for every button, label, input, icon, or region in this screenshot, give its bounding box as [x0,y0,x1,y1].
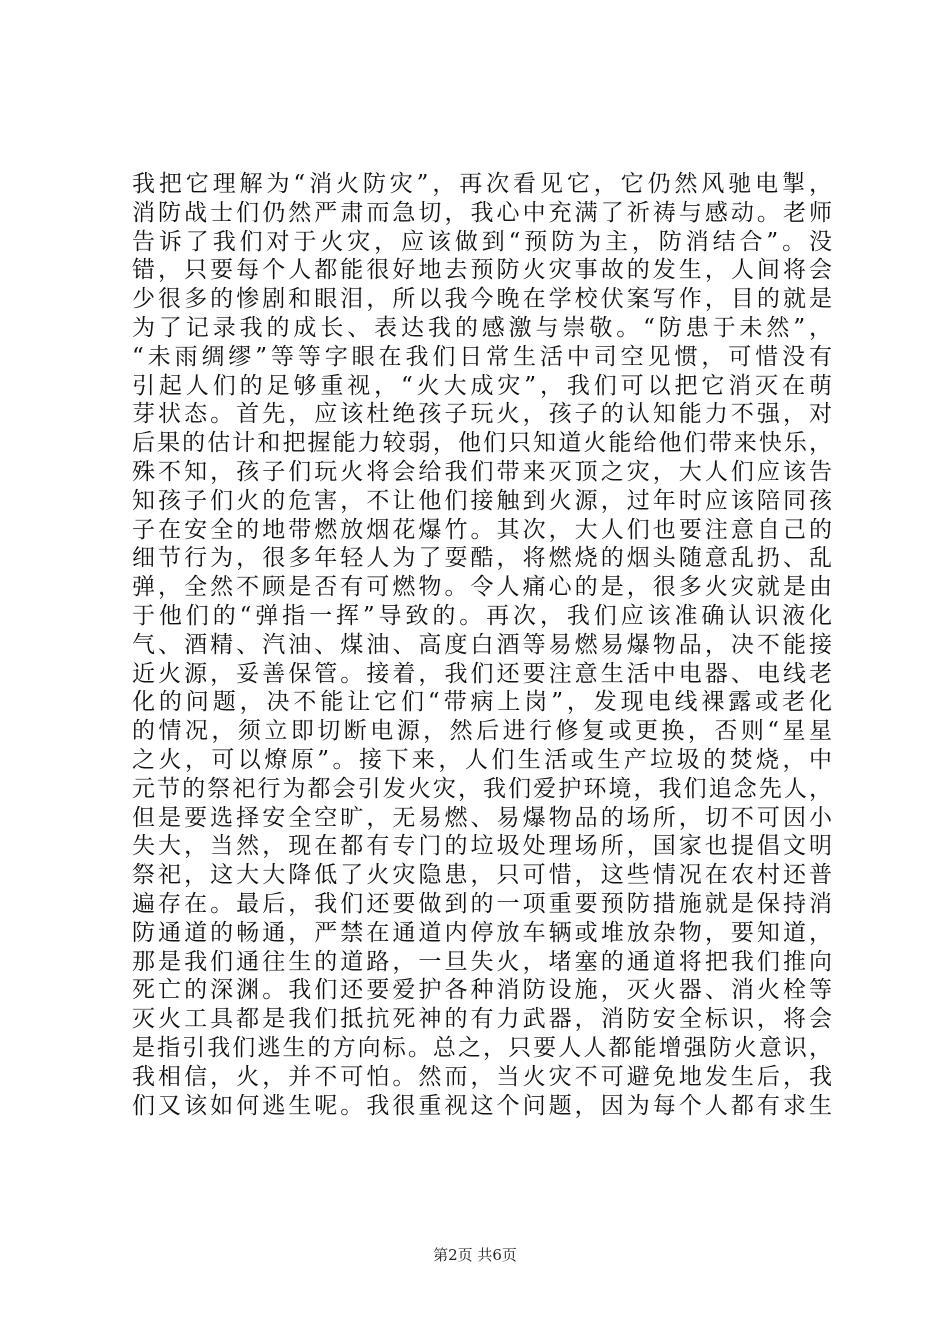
text-line: 消防战士们仍然严肃而急切，我心中充满了祈祷与感动。老师 [132,199,832,226]
text-line: 为了记录我的成长、表达我的感激与崇敬。“防患于未然”， [132,314,832,341]
text-line: 引起人们的足够重视，“火大成灾”，我们可以把它消灭在萌 [132,372,832,399]
text-line: 们又该如何逃生呢。我很重视这个问题，因为每个人都有求生 [132,1092,832,1119]
text-line: 那是我们通往生的道路，一旦失火，堵塞的通道将把我们推向 [132,948,832,975]
text-line: 死亡的深渊。我们还要爱护各种消防设施，灭火器、消火栓等 [132,977,832,1004]
text-line: “未雨绸缪”等等字眼在我们日常生活中司空见惯，可惜没有 [132,343,832,370]
text-line: 灭火工具都是我们抵抗死神的有力武器，消防安全标识，将会 [132,1006,832,1033]
text-line: 元节的祭祀行为都会引发火灾，我们爱护环境，我们追念先人， [132,775,832,802]
text-line: 近火源，妥善保管。接着，我们还要注意生活中电器、电线老 [132,660,832,687]
text-line: 化的问题，决不能让它们“带病上岗”，发现电线裸露或老化 [132,689,832,716]
text-line: 但是要选择安全空旷，无易燃、易爆物品的场所，切不可因小 [132,804,832,831]
text-line: 之火，可以燎原”。接下来，人们生活或生产垃圾的焚烧，中 [132,746,832,773]
body-text [132,170,832,1120]
text-line: 是指引我们逃生的方向标。总之，只要人人都能增强防火意识， [132,1034,832,1061]
text-line: 后果的估计和把握能力较弱，他们只知道火能给他们带来快乐， [132,430,832,457]
text-line: 气、酒精、汽油、煤油、高度白酒等易燃易爆物品，决不能接 [132,631,832,658]
text-line: 殊不知，孩子们玩火将会给我们带来灭顶之灾，大人们应该告 [132,458,832,485]
text-line: 防通道的畅通，严禁在通道内停放车辆或堆放杂物，要知道， [132,919,832,946]
text-line: 我相信，火，并不可怕。然而，当火灾不可避免地发生后，我 [132,1063,832,1090]
text-line: 少很多的惨剧和眼泪，所以我今晚在学校伏案写作，目的就是 [132,286,832,313]
text-line: 遍存在。最后，我们还要做到的一项重要预防措施就是保持消 [132,890,832,917]
text-line: 弹，全然不顾是否有可燃物。令人痛心的是，很多火灾就是由 [132,574,832,601]
text-line: 祭祀，这大大降低了火灾隐患，只可惜，这些情况在农村还普 [132,862,832,889]
text-line: 错，只要每个人都能很好地去预防火灾事故的发生，人间将会 [132,257,832,284]
text-line: 我把它理解为“消火防灾”，再次看见它，它仍然风驰电掣， [132,171,832,197]
text-line: 于他们的“弹指一挥”导致的。再次，我们应该准确认识液化 [132,602,832,629]
text-line: 告诉了我们对于火灾，应该做到“预防为主，防消结合”。没 [132,228,832,255]
text-line: 芽状态。首先，应该杜绝孩子玩火，孩子的认知能力不强，对 [132,401,832,428]
text-line: 的情况，须立即切断电源，然后进行修复或更换，否则“星星 [132,718,832,745]
text-line: 子在安全的地带燃放烟花爆竹。其次，大人们也要注意自己的 [132,516,832,543]
text-line: 知孩子们火的危害，不让他们接触到火源，过年时应该陪同孩 [132,487,832,514]
text-line: 失大，当然，现在都有专门的垃圾处理场所，国家也提倡文明 [132,833,832,860]
page-footer: 第2页 共6页 [433,1246,517,1264]
text-line: 细节行为，很多年轻人为了耍酷，将燃烧的烟头随意乱扔、乱 [132,545,832,572]
